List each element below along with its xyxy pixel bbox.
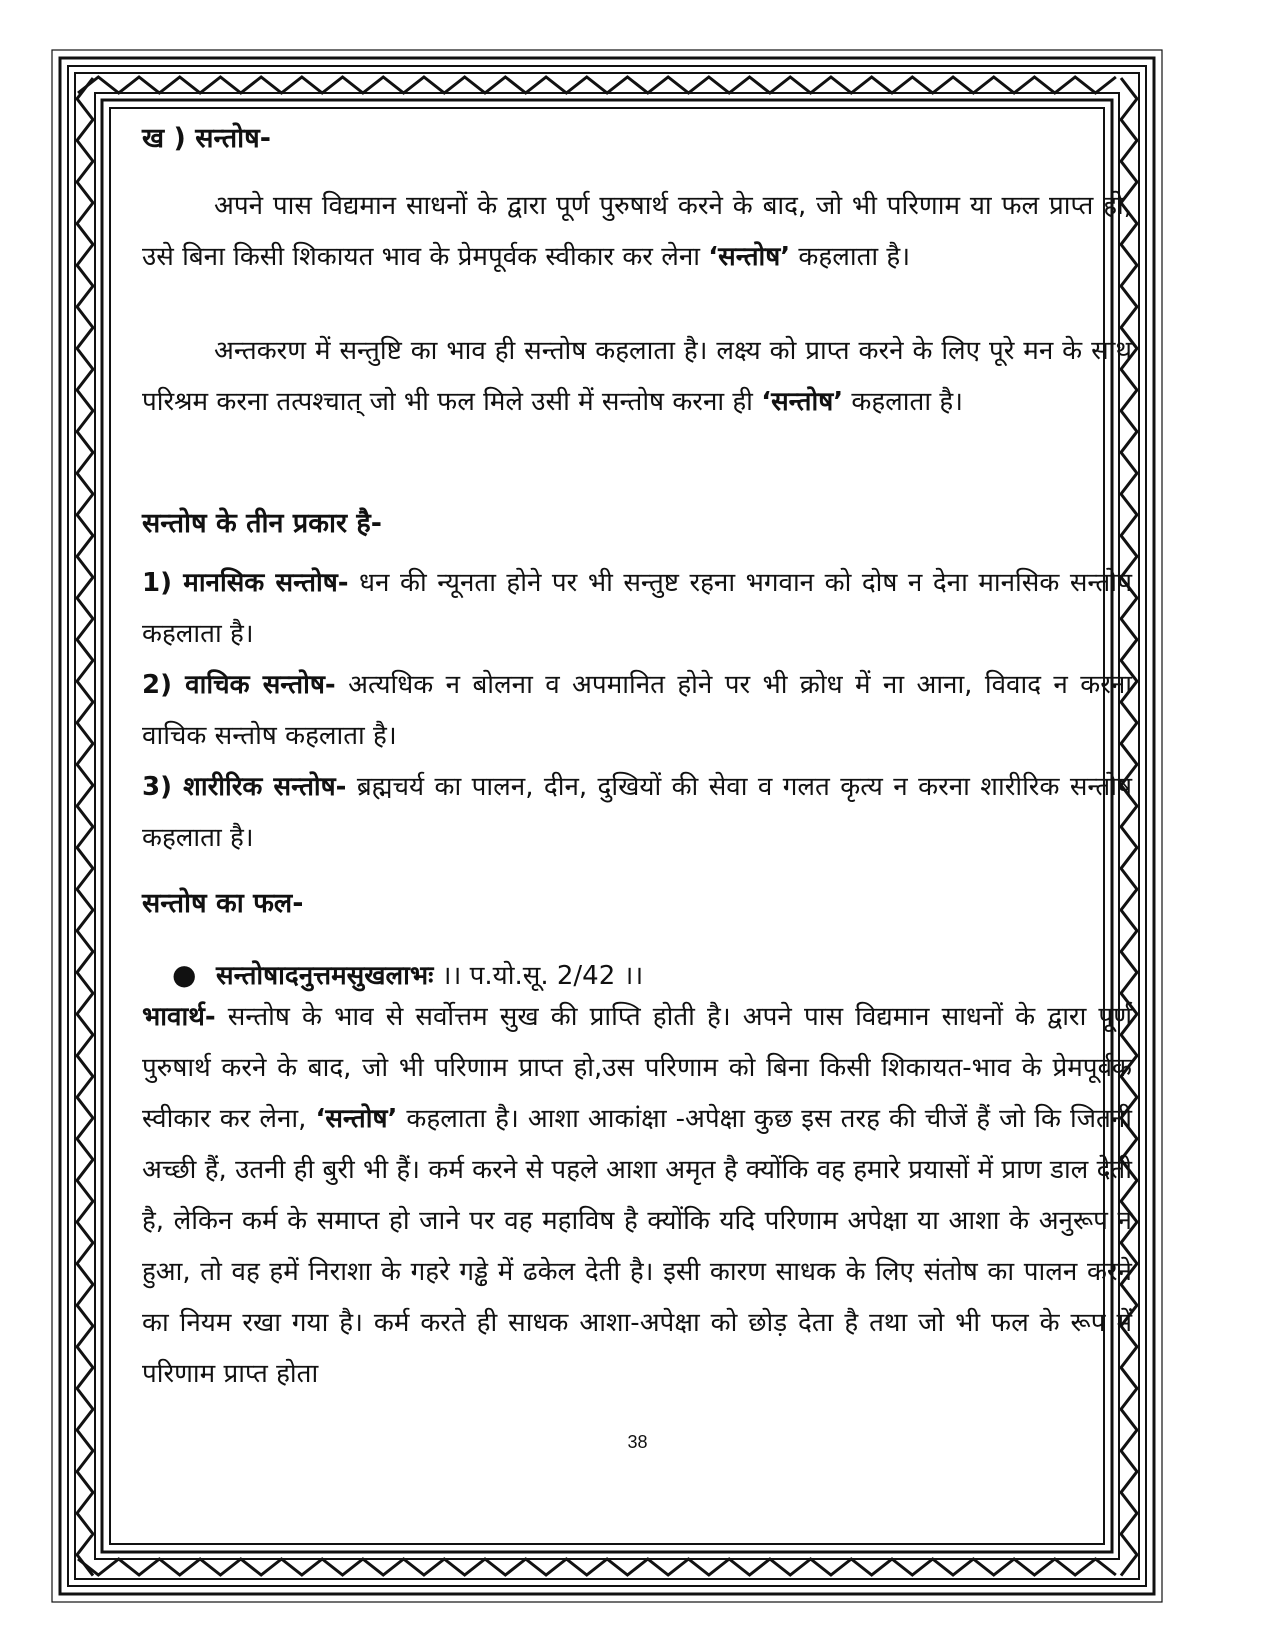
paragraph-tail: कहलाता है। [843,387,963,417]
border-zigzag [77,78,93,1576]
bold-term: ‘सन्तोष’ [761,387,844,417]
types-heading: सन्तोष के तीन प्रकार है- [142,508,382,539]
paragraph-definition-1 [142,181,1132,283]
paragraph-tail: कहलाता है। [790,242,911,272]
type-text: धन की न्यूनता होने पर भी सन्तुष्ट रहना भगवान को दोष न देना मानसिक सन्तोष कहलाता है। [142,568,1133,649]
bhavarth-text-2: कहलाता है। आशा आकांक्षा -अपेक्षा कुछ इस तरह की चीजें हैं जो कि जितनी अच्छी हैं, उतनी ही बुरी भी हैं। कर्म करने से पहले आशा अमृत है क्योंकि वह हमारे प्रयासों में प्राण डाल देती है, लेकिन कर्म के समाप्त हो जाने पर वह महाविष है क्योंकि यदि परिणाम अपेक्षा या आशा के अनुरूप न हुआ, तो वह हमें निराशा के गहरे गड्ढे में ढकेल देती है। इसी कारण साधक के लिए संतोष का पालन करने का नियम रखा गया है। कर्म करते ही साधक आशा-अपेक्षा को छोड़ देता है तथा जो भी फल के रूप में परिणाम प्राप्त होता [142,1104,1132,1389]
paragraph-text: अपने पास विद्यमान साधनों के द्वारा पूर्ण पुरुषार्थ करने के बाद, जो भी परिणाम या फल प्राप्त हो, उसे बिना किसी शिकायत भाव के प्रेमपूर्वक स्वीकार कर लेना [142,191,1132,272]
type-item-physical [142,762,1132,864]
bold-term: ‘सन्तोष’ [708,242,791,272]
bhavarth-paragraph [142,992,1132,1400]
sutra-reference: ।। प.यो.सू. 2/42 ।। [433,961,644,991]
bhavarth-text-1: सन्तोष के भाव से सर्वोत्तम सुख की प्राप्ति होती है। अपने पास विद्यमान साधनों के द्वारा पूर्ण पुरुषार्थ करने के बाद, जो भी परिणाम प्राप्त हो,उस परिणाम को बिना किसी शिकायत-भाव के प्रेमपूर्वक स्वीकार कर लेना, [142,1002,1132,1134]
bullet-icon: ● [172,958,197,991]
type-label: 1) मानसिक सन्तोष- [142,568,349,598]
santosh-heading: ख ) सन्तोष- [142,123,271,154]
type-item-verbal [142,660,1132,762]
type-label: 2) वाचिक सन्तोष- [142,670,336,700]
border-zigzag [78,1559,1116,1575]
type-label: 3) शारीरिक सन्तोष- [142,772,347,802]
bold-term: ‘सन्तोष’ [315,1104,398,1134]
bhavarth-label: भावार्थ- [142,1002,216,1032]
paragraph-definition-2 [142,326,1132,428]
type-item-mental [142,558,1132,660]
fruit-heading: सन्तोष का फल- [142,888,304,919]
sutra-line [172,956,643,992]
type-text: अत्यधिक न बोलना व अपमानित होने पर भी क्रोध में ना आना, विवाद न करना वाचिक सन्तोष कहलाता है। [142,670,1132,751]
type-text: ब्रह्मचर्य का पालन, दीन, दुखियों की सेवा व गलत कृत्य न करना शारीरिक सन्तोष कहलाता है। [142,772,1132,853]
paragraph-text: अन्तकरण में सन्तुष्टि का भाव ही सन्तोष कहलाता है। लक्ष्य को प्राप्त करने के लिए पूरे मन के साथ परिश्रम करना तत्पश्चात् जो भी फल मिले उसी में सन्तोष करना ही [142,336,1132,417]
border-zigzag [78,77,1116,93]
page-number: 38 [627,1432,648,1452]
sutra-text: सन्तोषादनुत्तमसुखलाभः [216,961,434,991]
